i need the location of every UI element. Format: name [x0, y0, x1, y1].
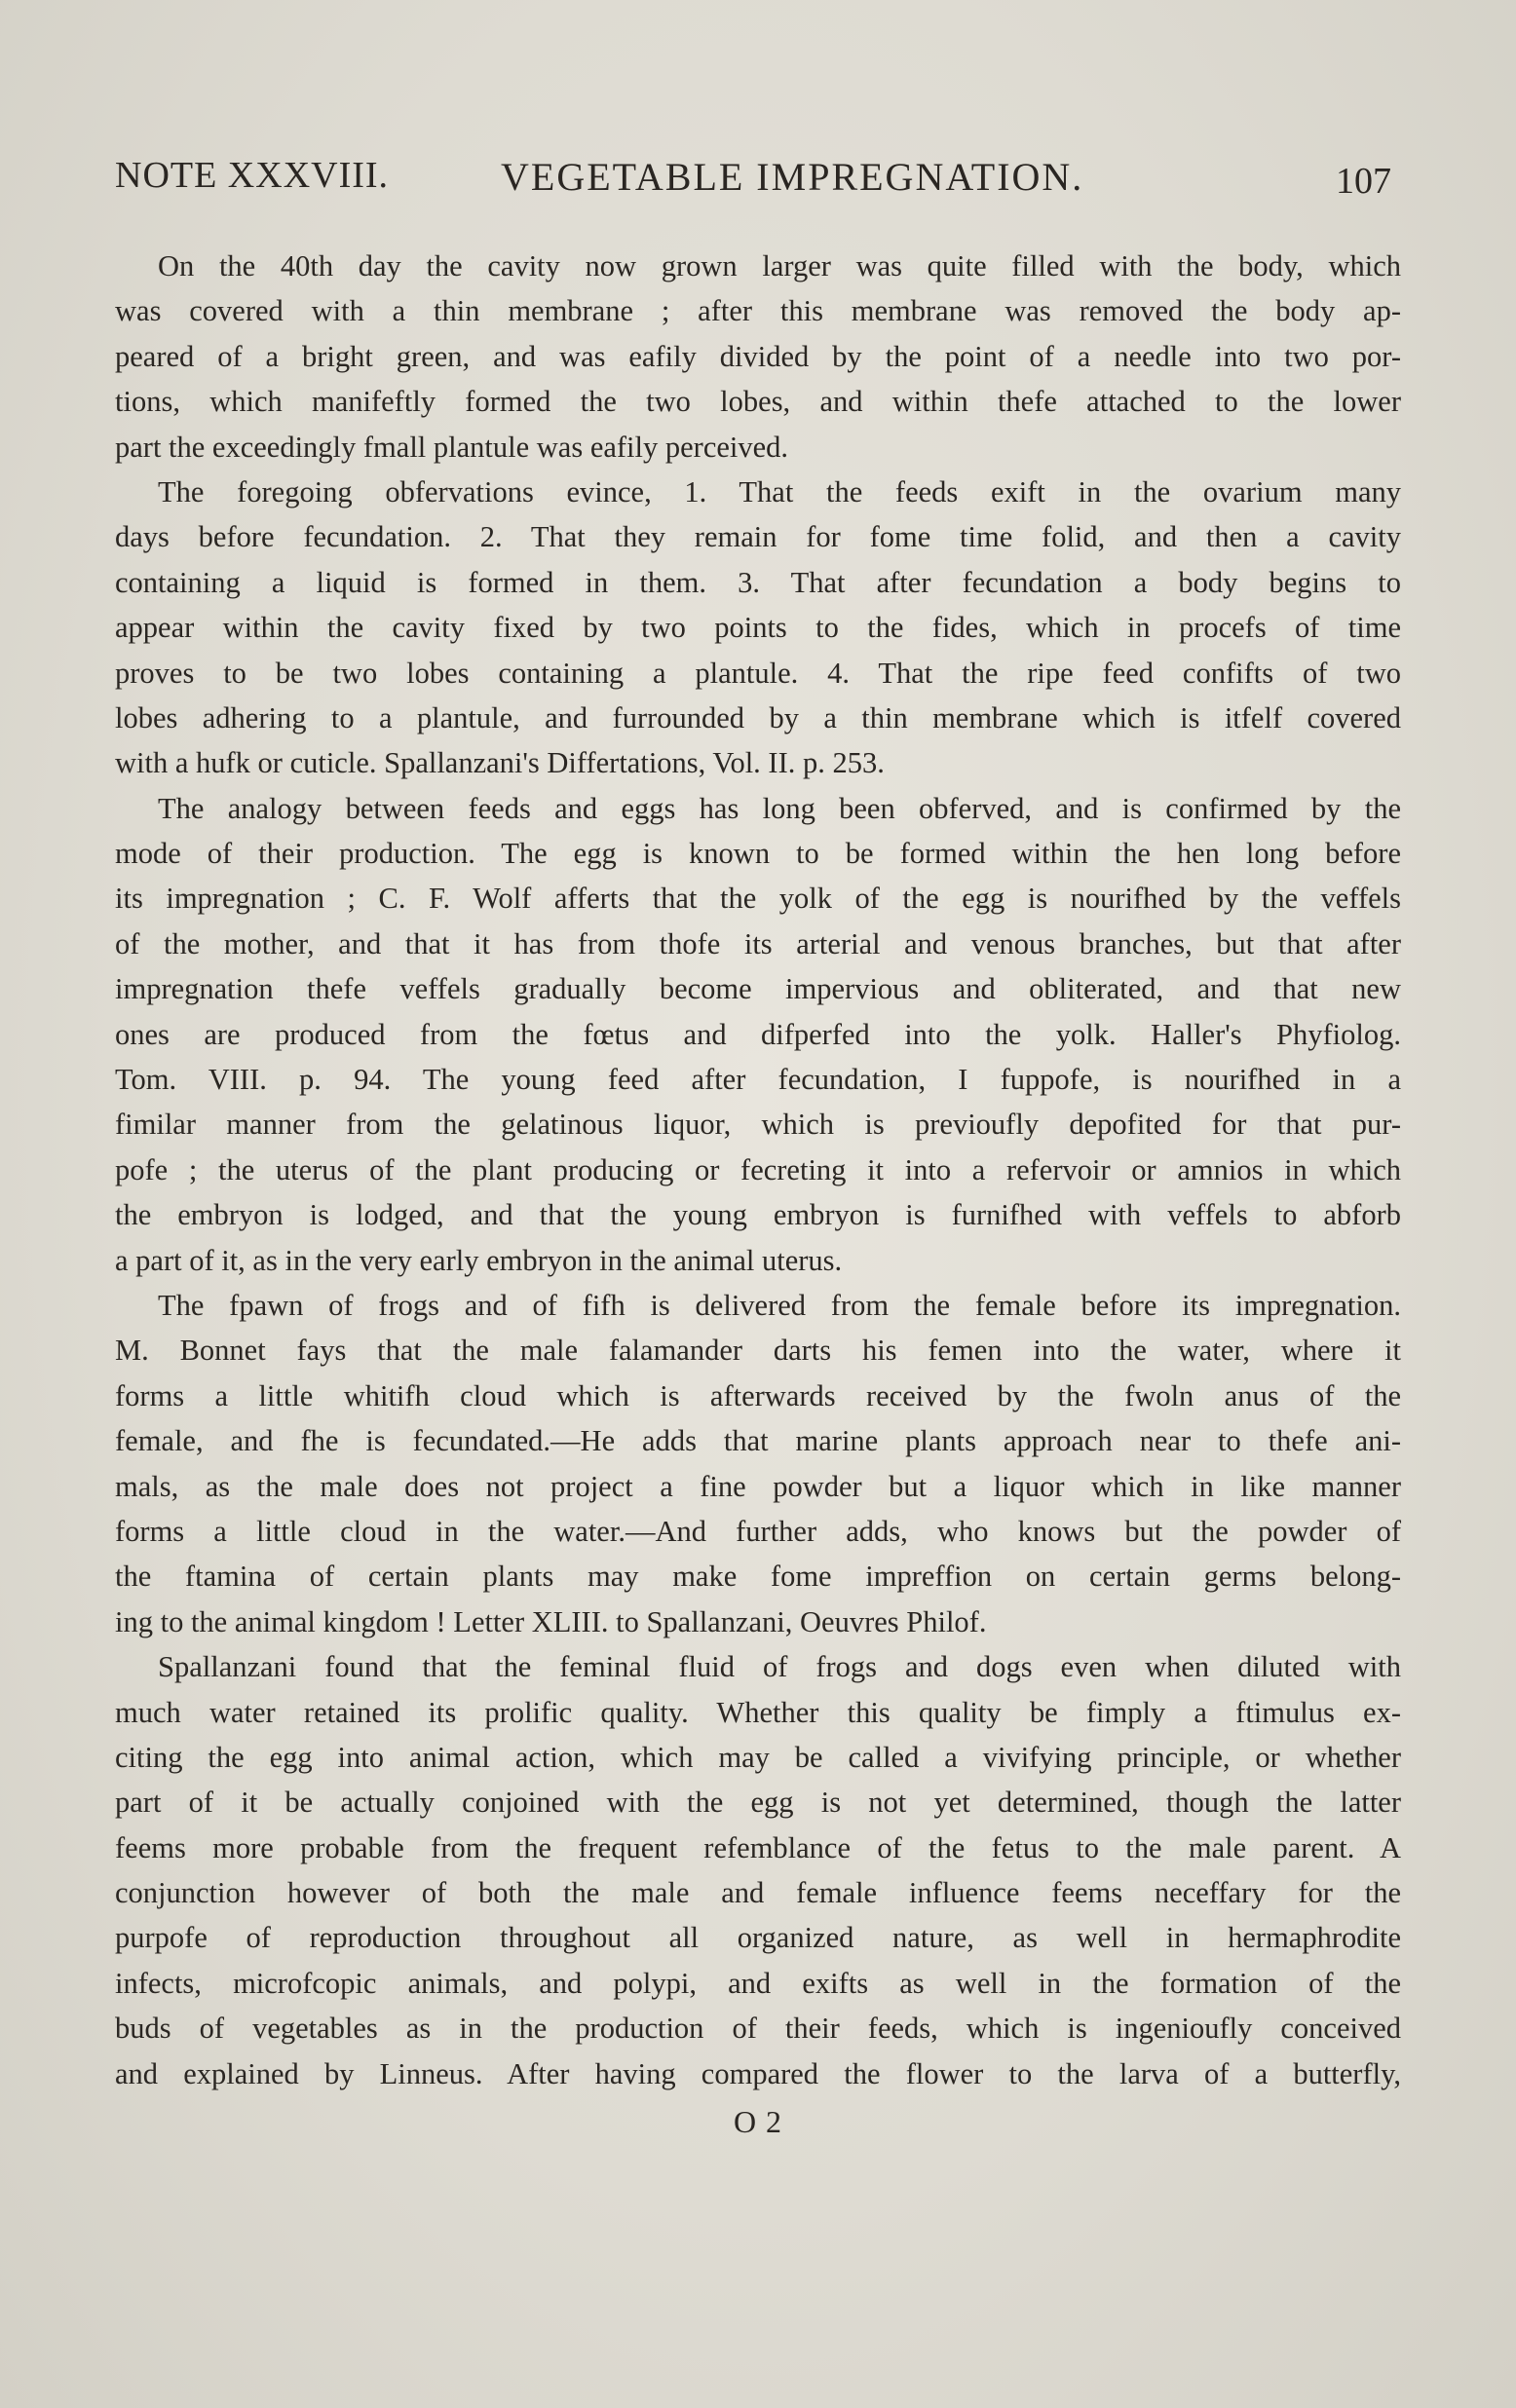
text-line: a part of it, as in the very early embryon in the animal uterus. [115, 1243, 843, 1277]
paragraph [115, 1644, 1401, 2096]
text-line: its impregnation ; C. F. Wolf afferts that the yolk of the egg is nourifhed by the veffels [115, 882, 1401, 916]
text-line: much water retained its prolific quality. Whether this quality be fimply a ftimulus ex- [115, 1695, 1401, 1729]
text-line: impregnation thefe veffels gradually become impervious and obliterated, and that new [115, 972, 1401, 1006]
text-line: M. Bonnet fays that the male falamander darts his femen into the water, where it [115, 1334, 1401, 1368]
paragraph [115, 470, 1401, 786]
text-line: and explained by Linneus. After having compared the flower to the larva of a butterfly, [115, 2056, 1401, 2090]
text-line: On the 40th day the cavity now grown larger was quite filled with the body, which [158, 249, 1401, 282]
text-line: Tom. VIII. p. 94. The young feed after fecundation, I fuppofe, is nourifhed in a [115, 1063, 1401, 1097]
paragraph [115, 244, 1401, 470]
text-line: buds of vegetables as in the production of their feeds, which is ingenioufly conceived [115, 2012, 1401, 2046]
text-line: purpofe of reproduction throughout all organized nature, as well in hermaphrodite [115, 1921, 1401, 1955]
text-line: fimilar manner from the gelatinous liquor, which is previoufly depofited for that pur- [115, 1108, 1401, 1142]
text-line: mode of their production. The egg is known to be formed within the hen long before [115, 837, 1401, 871]
text-line: part of it be actually conjoined with the egg is not yet determined, though the latter [115, 1786, 1401, 1820]
text-line: ing to the animal kingdom ! Letter XLIII. to Spallanzani, Oeuvres Philof. [115, 1604, 987, 1638]
text-line: conjunction however of both the male and female influence feems neceffary for the [115, 1876, 1401, 1910]
text-line: female, and fhe is fecundated.—He adds that marine plants approach near to thefe ani- [115, 1424, 1401, 1458]
text-line: ones are produced from the fœtus and difperfed into the yolk. Haller's Phyfiolog. [115, 1017, 1401, 1051]
paragraph [115, 786, 1401, 1283]
text-line: tions, which manifeftly formed the two lobes, and within thefe attached to the lower [115, 385, 1401, 419]
signature-mark: O 2 [733, 2104, 783, 2139]
text-line: citing the egg into animal action, which may be called a vivifying principle, or whether [115, 1740, 1401, 1774]
text-line: peared of a bright green, and was eafily divided by the point of a needle into two por- [115, 339, 1401, 373]
text-line: was covered with a thin membrane ; after this membrane was removed the body ap- [115, 294, 1401, 328]
page-number: 107 [1336, 161, 1391, 202]
text-line: Spallanzani found that the feminal fluid of frogs and dogs even when diluted with [158, 1650, 1401, 1684]
text-line: days before fecundation. 2. That they remain for fome time folid, and then a cavity [115, 520, 1401, 554]
text-line: forms a little cloud in the water.—And further adds, who knows but the powder of [115, 1514, 1401, 1548]
section-title: VEGETABLE IMPREGNATION. [501, 155, 1084, 199]
text-line: pofe ; the uterus of the plant producing or fecreting it into a refervoir or amnios in which [115, 1152, 1401, 1186]
text-line: mals, as the male does not project a fine powder but a liquor which in like manner [115, 1469, 1401, 1503]
running-header [115, 154, 1391, 208]
text-line: the ftamina of certain plants may make fome impreffion on certain germs belong- [115, 1560, 1401, 1594]
note-label: NOTE XXXVIII. [115, 155, 390, 196]
text-line: The fpawn of frogs and of fifh is delivered from the female before its impregnation. [158, 1288, 1401, 1322]
text-line: the embryon is lodged, and that the young embryon is furnifhed with veffels to abforb [115, 1198, 1401, 1232]
text-line: with a hufk or cuticle. Spallanzani's Differtations, Vol. II. p. 253. [115, 746, 885, 780]
text-line: lobes adhering to a plantule, and furrounded by a thin membrane which is itfelf covered [115, 700, 1401, 734]
body-text [115, 244, 1401, 2096]
text-line: part the exceedingly fmall plantule was eafily perceived. [115, 430, 789, 464]
text-line: containing a liquid is formed in them. 3. That after fecundation a body begins to [115, 565, 1401, 599]
text-line: proves to be two lobes containing a plantule. 4. That the ripe feed confifts of two [115, 656, 1401, 690]
text-line: The analogy between feeds and eggs has long been obferved, and is confirmed by the [158, 791, 1401, 825]
text-line: of the mother, and that it has from thofe its arterial and venous branches, but that after [115, 926, 1401, 960]
paragraph [115, 1283, 1401, 1644]
text-line: feems more probable from the frequent refemblance of the fetus to the male parent. A [115, 1830, 1401, 1864]
text-line: forms a little whitifh cloud which is afterwards received by the fwoln anus of the [115, 1378, 1401, 1412]
text-line: The foregoing obfervations evince, 1. That the feeds exift in the ovarium many [158, 474, 1401, 508]
text-line: infects, microfcopic animals, and polypi, and exifts as well in the formation of the [115, 1966, 1401, 2000]
text-line: appear within the cavity fixed by two points to the fides, which in procefs of time [115, 611, 1401, 645]
